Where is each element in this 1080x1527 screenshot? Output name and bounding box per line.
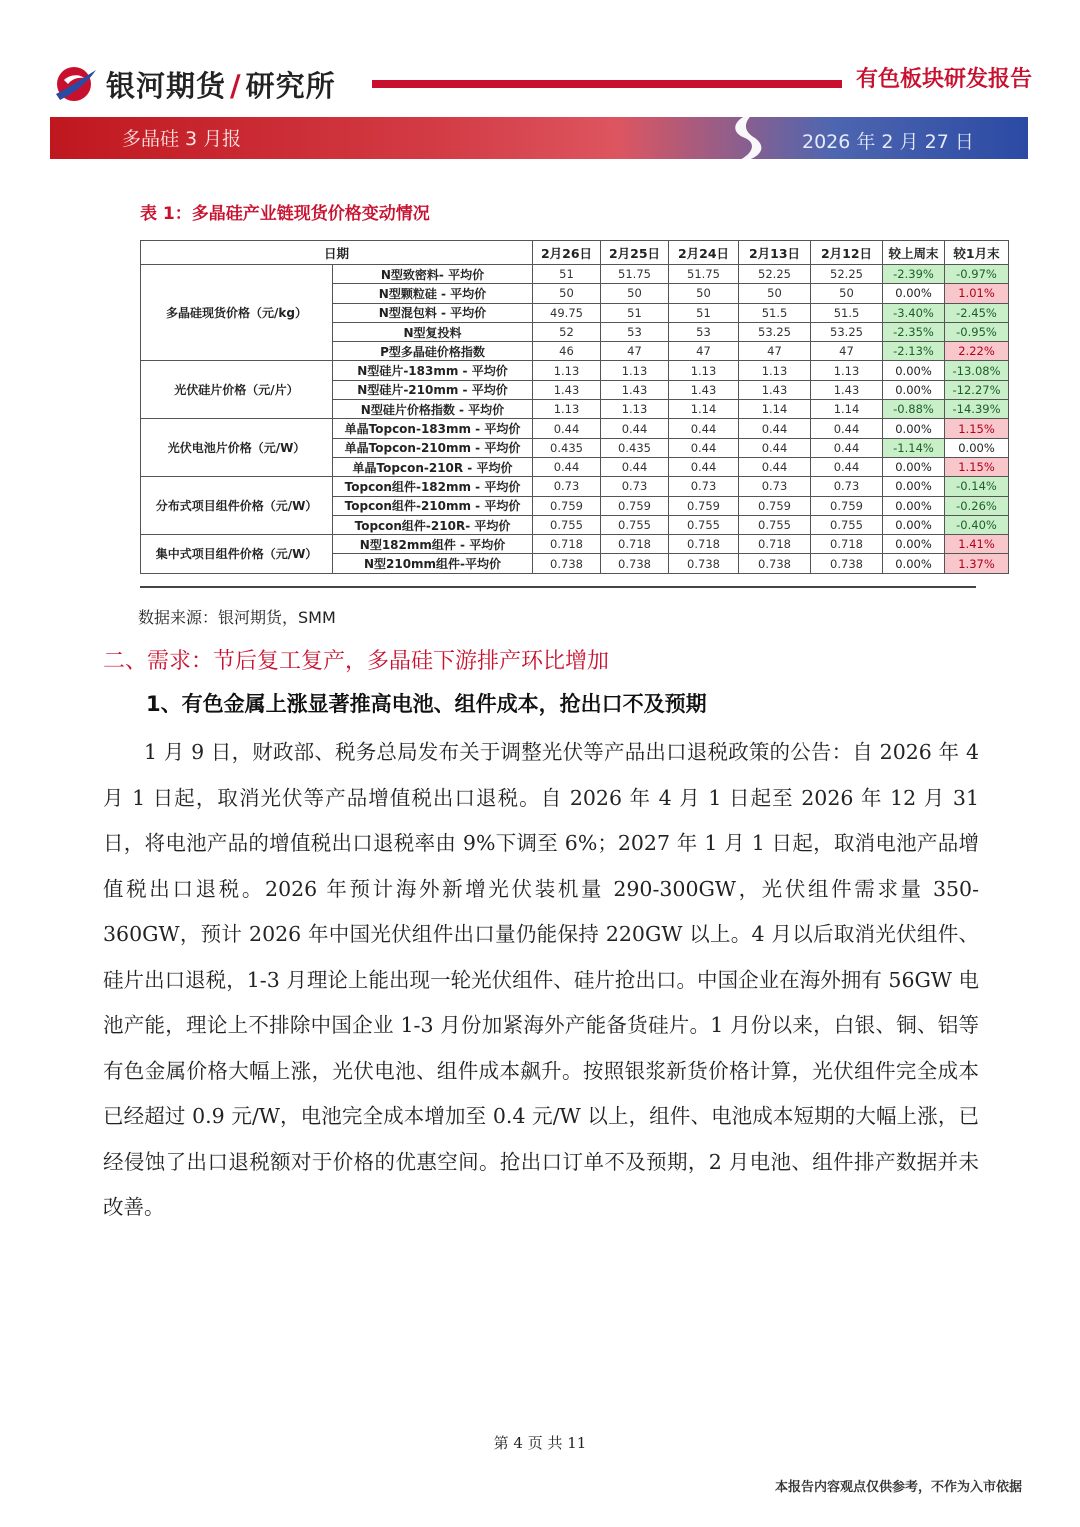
price-cell: 0.435 [601, 438, 669, 457]
page-number: 第 4 页 共 11 [493, 1434, 587, 1452]
header-cell: 2月12日 [811, 241, 883, 265]
price-cell: 1.14 [811, 400, 883, 419]
price-table [140, 240, 1009, 574]
price-cell: 51.5 [739, 303, 811, 322]
item-name-cell: 单晶Topcon-183mm - 平均价 [333, 419, 533, 438]
price-cell: 0.738 [601, 554, 669, 573]
price-cell: 52.25 [811, 265, 883, 284]
swoosh-icon [715, 110, 775, 166]
price-cell: 51.5 [811, 303, 883, 322]
price-cell: 0.738 [739, 554, 811, 573]
price-cell: 50 [739, 284, 811, 303]
price-cell: 51.75 [669, 265, 739, 284]
week-change-cell: -0.88% [883, 400, 945, 419]
item-name-cell: N型复投料 [333, 322, 533, 341]
month-change-cell: 2.22% [945, 342, 1009, 361]
item-name-cell: N型210mm组件-平均价 [333, 554, 533, 573]
price-cell: 53.25 [739, 322, 811, 341]
price-cell: 0.759 [739, 496, 811, 515]
month-change-cell: -14.39% [945, 400, 1009, 419]
brand-name [106, 64, 336, 105]
price-cell: 0.738 [669, 554, 739, 573]
item-name-cell: N型硅片-210mm - 平均价 [333, 380, 533, 399]
week-change-cell: -2.39% [883, 265, 945, 284]
category-cell: 集中式项目组件价格（元/W） [141, 535, 333, 574]
price-cell: 46 [533, 342, 601, 361]
month-change-cell: 1.41% [945, 535, 1009, 554]
price-cell: 53.25 [811, 322, 883, 341]
item-name-cell: 单晶Topcon-210mm - 平均价 [333, 438, 533, 457]
item-name-cell: N型颗粒硅 - 平均价 [333, 284, 533, 303]
week-change-cell: 0.00% [883, 457, 945, 476]
month-change-cell: -0.40% [945, 515, 1009, 534]
price-cell: 53 [669, 322, 739, 341]
price-cell: 0.738 [811, 554, 883, 573]
price-cell: 0.759 [601, 496, 669, 515]
price-cell: 1.13 [669, 361, 739, 380]
month-change-cell: 1.15% [945, 419, 1009, 438]
section-title: 二、需求：节后复工复产，多晶硅下游排产环比增加 [103, 649, 610, 674]
price-cell: 1.43 [533, 380, 601, 399]
price-cell: 0.44 [739, 457, 811, 476]
price-cell: 1.13 [811, 361, 883, 380]
week-change-cell: 0.00% [883, 554, 945, 573]
category-cell: 光伏硅片价格（元/片） [141, 361, 333, 419]
price-cell: 50 [533, 284, 601, 303]
month-change-cell: 1.01% [945, 284, 1009, 303]
data-source: 数据来源：银河期货，SMM [138, 608, 336, 627]
price-cell: 0.44 [669, 457, 739, 476]
body-paragraph: 1 月 9 日，财政部、税务总局发布关于调整光伏等产品出口退税政策的公告：自 2026 年 4 月 1 日起，取消光伏等产品增值税出口退税。自 2026 年 4 月 1 日起至 2026 年 12 月 31 日，将电池产品的增值税出口退税率由 9%下调至 6%；2027 年 1 月 1 日起，取消电池产品增值税出口退税。2026 年预计海外新增光伏装机量 290-300GW，光伏组件需求量 350-360GW，预计 2026 年中国光伏组件出口量仍能保持 220GW 以上。4 月以后取消光伏组件、硅片出口退税，1-3 月理论上能出现一轮光伏组件、硅片抢出口。中国企业在海外拥有 56GW 电池产能，理论上不排除中国企业 1-3 月份加紧海外产能备货硅片。1 月份以来，白银、铜、铝等有色金属价格大幅上涨，光伏电池、组件成本飙升。按照银浆新货价格计算，光伏组件完全成本已经超过 0.9 元/W，电池完全成本增加至 0.4 元/W 以上，组件、电池成本短期的大幅上涨，已经侵蚀了出口退税额对于价格的优惠空间。抢出口订单不及预期，2 月电池、组件排产数据并未改善。 [103, 740, 979, 1219]
price-cell: 0.759 [533, 496, 601, 515]
week-change-cell: 0.00% [883, 361, 945, 380]
price-cell: 53 [601, 322, 669, 341]
price-cell: 50 [601, 284, 669, 303]
price-cell: 0.44 [739, 438, 811, 457]
price-cell: 0.755 [739, 515, 811, 534]
price-cell: 47 [601, 342, 669, 361]
price-cell: 0.718 [739, 535, 811, 554]
week-change-cell: 0.00% [883, 380, 945, 399]
price-cell: 0.755 [533, 515, 601, 534]
month-change-cell: 1.15% [945, 457, 1009, 476]
category-cell: 多晶硅现货价格（元/kg） [141, 265, 333, 361]
institute-label: 研究所 [245, 69, 336, 103]
header-cell: 2月26日 [533, 241, 601, 265]
price-cell: 51 [533, 265, 601, 284]
item-name-cell: 单晶Topcon-210R - 平均价 [333, 457, 533, 476]
header-cell: 较1月末 [945, 241, 1009, 265]
price-cell: 0.435 [533, 438, 601, 457]
price-cell: 50 [811, 284, 883, 303]
price-cell: 0.44 [811, 438, 883, 457]
category-cell: 分布式项目组件价格（元/W） [141, 477, 333, 535]
price-cell: 1.13 [601, 361, 669, 380]
report-type: 有色板块研发报告 [855, 67, 1032, 92]
price-cell: 0.738 [533, 554, 601, 573]
price-cell: 47 [811, 342, 883, 361]
week-change-cell: 0.00% [883, 477, 945, 496]
price-cell: 0.759 [669, 496, 739, 515]
category-cell: 光伏电池片价格（元/W） [141, 419, 333, 477]
price-cell: 0.44 [811, 457, 883, 476]
price-cell: 0.755 [669, 515, 739, 534]
header-cell: 2月13日 [739, 241, 811, 265]
price-cell: 50 [669, 284, 739, 303]
table-header-row [141, 241, 1009, 265]
brand-slash: / [230, 69, 242, 103]
price-cell: 1.43 [811, 380, 883, 399]
header-cell: 较上周末 [883, 241, 945, 265]
price-cell: 1.14 [669, 400, 739, 419]
price-cell: 0.44 [533, 419, 601, 438]
price-cell: 0.44 [601, 457, 669, 476]
header-cell: 2月24日 [669, 241, 739, 265]
table-body [141, 265, 1009, 574]
price-cell: 1.43 [601, 380, 669, 399]
month-change-cell: -0.14% [945, 477, 1009, 496]
month-change-cell: 0.00% [945, 438, 1009, 457]
week-change-cell: -2.13% [883, 342, 945, 361]
price-cell: 51 [601, 303, 669, 322]
header-divider [372, 80, 842, 88]
price-cell: 1.14 [739, 400, 811, 419]
item-name-cell: Topcon组件-210mm - 平均价 [333, 496, 533, 515]
month-change-cell: -12.27% [945, 380, 1009, 399]
price-cell: 0.73 [669, 477, 739, 496]
month-change-cell: 1.37% [945, 554, 1009, 573]
month-change-cell: -13.08% [945, 361, 1009, 380]
price-cell: 1.13 [533, 400, 601, 419]
price-cell: 0.44 [669, 438, 739, 457]
price-cell: 0.73 [739, 477, 811, 496]
week-change-cell: 0.00% [883, 284, 945, 303]
week-change-cell: 0.00% [883, 419, 945, 438]
brand-label: 银河期货 [106, 69, 227, 103]
price-cell: 49.75 [533, 303, 601, 322]
price-cell: 0.718 [669, 535, 739, 554]
price-cell: 1.43 [669, 380, 739, 399]
table-row [141, 361, 1009, 380]
price-cell: 0.755 [811, 515, 883, 534]
item-name-cell: Topcon组件-210R- 平均价 [333, 515, 533, 534]
price-cell: 51.75 [601, 265, 669, 284]
price-cell: 0.759 [811, 496, 883, 515]
table-row [141, 419, 1009, 438]
item-name-cell: N型致密料- 平均价 [333, 265, 533, 284]
disclaimer: 本报告内容观点仅供参考，不作为入市依据 [774, 1480, 1022, 1495]
price-cell: 1.43 [739, 380, 811, 399]
price-cell: 0.44 [811, 419, 883, 438]
table-title: 表 1：多晶硅产业链现货价格变动情况 [140, 204, 430, 224]
item-name-cell: Topcon组件-182mm - 平均价 [333, 477, 533, 496]
table-row [141, 535, 1009, 554]
week-change-cell: 0.00% [883, 515, 945, 534]
header-cell: 日期 [141, 241, 533, 265]
report-date: 2026 年 2 月 27 日 [802, 131, 974, 153]
price-cell: 0.44 [739, 419, 811, 438]
section-subtitle: 1、有色金属上涨显著推高电池、组件成本，抢出口不及预期 [146, 692, 707, 716]
item-name-cell: N型硅片价格指数 - 平均价 [333, 400, 533, 419]
price-cell: 0.755 [601, 515, 669, 534]
item-name-cell: N型182mm组件 - 平均价 [333, 535, 533, 554]
item-name-cell: P型多晶硅价格指数 [333, 342, 533, 361]
price-cell: 1.13 [533, 361, 601, 380]
item-name-cell: N型混包料 - 平均价 [333, 303, 533, 322]
price-cell: 0.718 [811, 535, 883, 554]
price-cell: 0.73 [533, 477, 601, 496]
table-row [141, 265, 1009, 284]
month-change-cell: -2.45% [945, 303, 1009, 322]
table-bottom-rule [140, 586, 976, 588]
price-cell: 47 [739, 342, 811, 361]
price-cell: 0.73 [811, 477, 883, 496]
price-cell: 52.25 [739, 265, 811, 284]
price-cell: 1.13 [601, 400, 669, 419]
price-cell: 0.718 [533, 535, 601, 554]
week-change-cell: -3.40% [883, 303, 945, 322]
header-cell: 2月25日 [601, 241, 669, 265]
item-name-cell: N型硅片-183mm - 平均价 [333, 361, 533, 380]
price-cell: 0.44 [533, 457, 601, 476]
price-cell: 0.44 [669, 419, 739, 438]
price-cell: 52 [533, 322, 601, 341]
week-change-cell: 0.00% [883, 535, 945, 554]
price-cell: 51 [669, 303, 739, 322]
month-change-cell: -0.95% [945, 322, 1009, 341]
galaxy-logo-icon [50, 64, 100, 104]
price-cell: 0.44 [601, 419, 669, 438]
price-cell: 1.13 [739, 361, 811, 380]
week-change-cell: -2.35% [883, 322, 945, 341]
week-change-cell: 0.00% [883, 496, 945, 515]
month-change-cell: -0.26% [945, 496, 1009, 515]
month-change-cell: -0.97% [945, 265, 1009, 284]
table-row [141, 477, 1009, 496]
week-change-cell: -1.14% [883, 438, 945, 457]
price-cell: 0.718 [601, 535, 669, 554]
report-name: 多晶硅 3 月报 [122, 128, 242, 150]
price-cell: 47 [669, 342, 739, 361]
price-cell: 0.73 [601, 477, 669, 496]
